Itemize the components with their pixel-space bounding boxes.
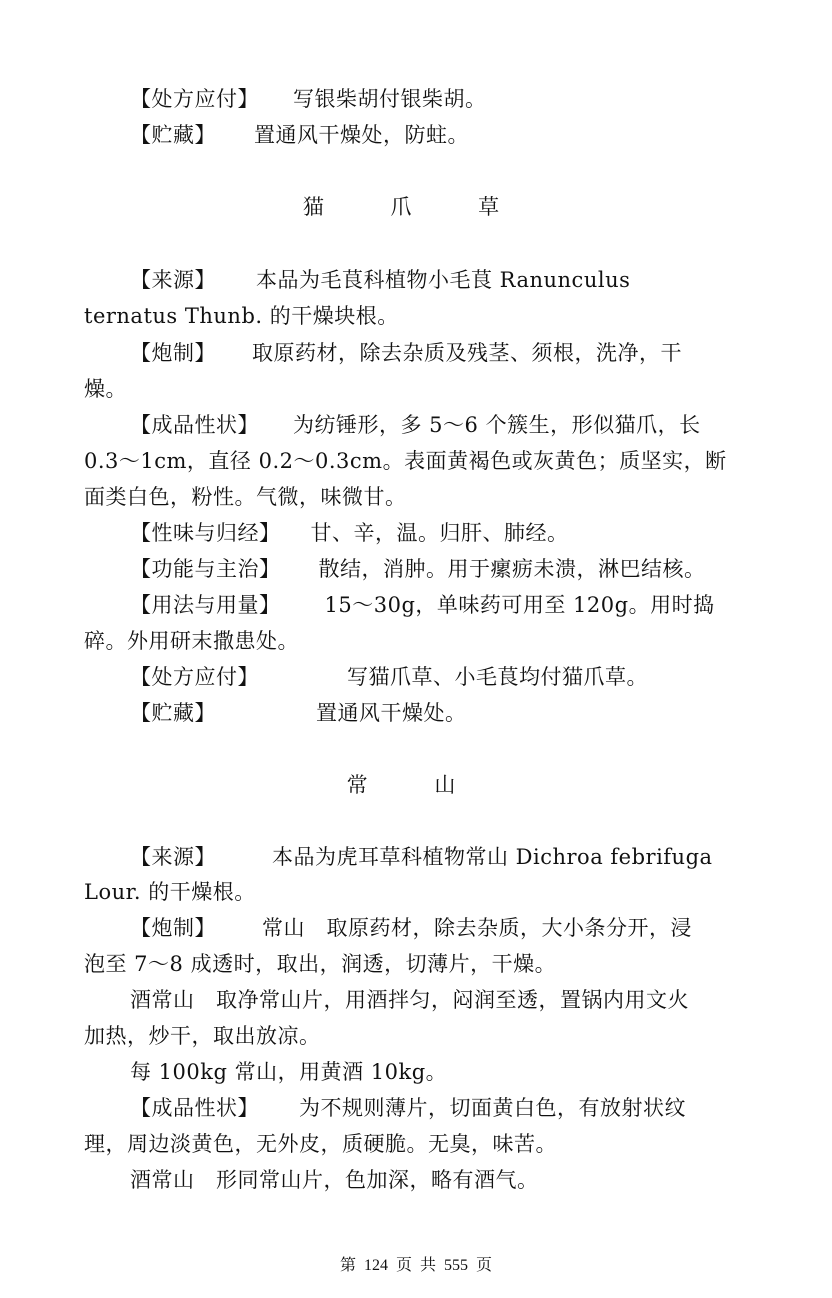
cs-traits-text-1: 为不规则薄片，切面黄白色，有放射状纹	[299, 1096, 686, 1120]
section-title-mao-zhua-cao: 猫 爪 草	[302, 195, 530, 219]
usage-line-2: 碎。外用研末撒患处。	[84, 629, 299, 653]
cs-processing-label: 【炮制】	[130, 916, 216, 940]
prescription-line-2	[130, 662, 752, 692]
storage-text-2: 置通风干燥处。	[316, 701, 467, 725]
cs-traits-label: 【成品性状】	[130, 1096, 259, 1120]
storage-label: 【贮藏】	[130, 123, 216, 147]
nature-text: 甘、辛，温。归肝、肺经。	[310, 521, 569, 545]
prescription-label-2: 【处方应付】	[130, 665, 259, 689]
cs-processing-line-2: 泡至 7～8 成透时，取出，润透，切薄片，干燥。	[84, 952, 557, 976]
traits-text-1: 为纺锤形，多 5～6 个簇生，形似猫爪，长	[293, 413, 701, 437]
source-text-1: 本品为毛茛科植物小毛茛 Ranunculus	[256, 268, 631, 292]
processing-line-2: 燥。	[84, 377, 127, 401]
processing-line-1	[130, 338, 752, 368]
ratio-line: 每 100kg 常山，用黄酒 10kg。	[130, 1060, 448, 1084]
processing-label: 【炮制】	[130, 341, 216, 365]
prescription-text-2: 写猫爪草、小毛茛均付猫爪草。	[347, 665, 648, 689]
nature-label: 【性味与归经】	[130, 521, 281, 545]
storage-text: 置通风干燥处，防蛀。	[254, 123, 469, 147]
processing-text-1: 取原药材，除去杂质及残茎、须根，洗净，干	[252, 341, 682, 365]
wine-line-2: 加热，炒干，取出放凉。	[84, 1024, 321, 1048]
prescription-line	[130, 84, 752, 114]
cs-traits-line-2: 理，周边淡黄色，无外皮，质硬脆。无臭，味苦。	[84, 1132, 557, 1156]
source-line-2: ternatus Thunb. 的干燥块根。	[84, 304, 399, 328]
prescription-text: 写银柴胡付银柴胡。	[293, 87, 487, 111]
usage-line-1	[130, 590, 752, 620]
usage-text-1: 15～30g，单味药可用至 120g。用时捣	[324, 593, 715, 617]
cs-source-label: 【来源】	[130, 845, 216, 869]
traits-label: 【成品性状】	[130, 413, 259, 437]
prescription-label: 【处方应付】	[130, 87, 259, 111]
cs-source-text-1: 本品为虎耳草科植物常山 Dichroa febrifuga	[272, 845, 713, 869]
cs-source-line-1	[130, 842, 752, 872]
source-line-1	[130, 265, 752, 295]
function-line	[130, 554, 752, 584]
function-text: 散结，消肿。用于瘰疬未溃，淋巴结核。	[318, 557, 706, 581]
wine-traits-line: 酒常山 形同常山片，色加深，略有酒气。	[130, 1168, 539, 1192]
cs-traits-line-1	[130, 1093, 752, 1123]
traits-line-1	[130, 410, 752, 440]
nature-line	[130, 518, 752, 548]
storage-line	[130, 120, 752, 150]
section-title-chang-shan: 常 山	[346, 773, 486, 797]
traits-line-3: 面类白色，粉性。气微，味微甘。	[84, 485, 407, 509]
storage-label-2: 【贮藏】	[130, 701, 216, 725]
source-label: 【来源】	[130, 268, 216, 292]
function-label: 【功能与主治】	[130, 557, 281, 581]
wine-line-1: 酒常山 取净常山片，用酒拌匀，闷润至透，置锅内用文火	[130, 988, 689, 1012]
cs-processing-line-1	[130, 913, 752, 943]
cs-processing-text-1: 常山 取原药材，除去杂质，大小条分开，浸	[262, 916, 692, 940]
usage-label: 【用法与用量】	[130, 593, 281, 617]
traits-line-2: 0.3～1cm，直径 0.2～0.3cm。表面黄褐色或灰黄色；质坚实，断	[84, 449, 727, 473]
storage-line-2	[130, 698, 752, 728]
page-number: 第 124 页 共 555 页	[339, 1257, 492, 1274]
cs-source-line-2: Lour. 的干燥根。	[84, 880, 256, 904]
